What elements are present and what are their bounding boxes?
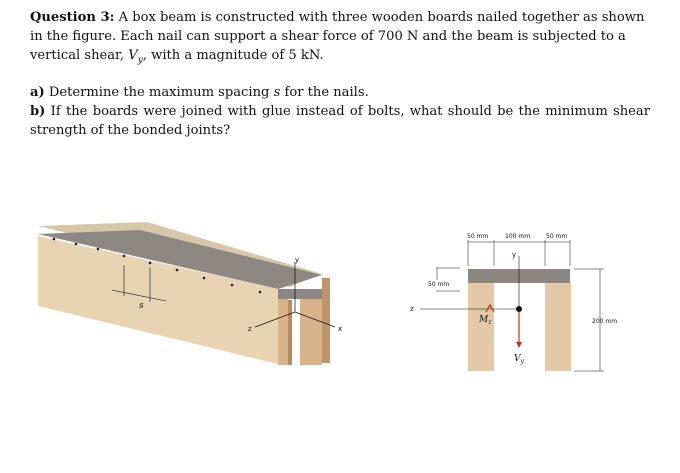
nail (123, 255, 126, 258)
dim-right: 200 mm (592, 318, 618, 325)
section-axis-z-label: z (410, 305, 414, 313)
beam-right-side (322, 278, 330, 363)
shear-symbol-subscript: y (137, 55, 143, 66)
nail (97, 248, 100, 251)
part-a-symbol: s (273, 84, 281, 100)
nail (203, 277, 206, 280)
part-a-label: a) (30, 84, 45, 100)
moment-label: $M_z$ (479, 315, 492, 326)
axis-x-label: x (338, 325, 343, 333)
part-a-text: Determine the maximum spacing (48, 84, 270, 100)
question-label: Question 3: (30, 10, 115, 25)
section-axis-y-label: y (512, 251, 517, 259)
nail (231, 284, 234, 287)
beam-end-right-web (300, 299, 322, 365)
beam-end-gap (292, 299, 300, 365)
dim-left: 50 mm (428, 281, 450, 288)
nail (259, 291, 262, 294)
cross-section-figure (410, 233, 617, 371)
shear-symbol: V (128, 48, 138, 63)
part-b-label: b) (30, 103, 46, 119)
nail (149, 262, 152, 265)
beam-end-left-shadow (288, 300, 292, 365)
axis-y-label: y (295, 256, 300, 264)
dim-top-mid: 100 mm (505, 233, 531, 240)
nail (75, 243, 78, 246)
dim-top-left: 50 mm (467, 233, 489, 240)
shear-arrow-head (516, 342, 522, 348)
shear-label: $V_y$ (514, 354, 524, 365)
beam-end-left-web (278, 299, 288, 365)
centroid-marker (516, 306, 522, 312)
nail (53, 238, 56, 241)
question-intro: A box beam is constructed with three wooden boards nailed together as shown in the figure. Each nail can support a shear force of 700 N and the beam is subjected to a vertical shear, (30, 10, 645, 63)
section-left-board (468, 283, 494, 371)
part-b-text: If the boards were joined with glue instead of bolts, what should be the minimum shear strength of the bonded joints? (30, 103, 650, 138)
box-beam-3d-figure (38, 222, 342, 365)
section-right-board (545, 283, 571, 371)
part-a-text-end: for the nails. (284, 84, 369, 100)
axis-z-label: z (248, 325, 252, 333)
spacing-label: s (139, 301, 144, 311)
question-intro-end: , with a magnitude of 5 kN. (142, 48, 324, 63)
nail (176, 269, 179, 272)
dim-top-right: 50 mm (546, 233, 568, 240)
beam-end-top (278, 289, 322, 299)
